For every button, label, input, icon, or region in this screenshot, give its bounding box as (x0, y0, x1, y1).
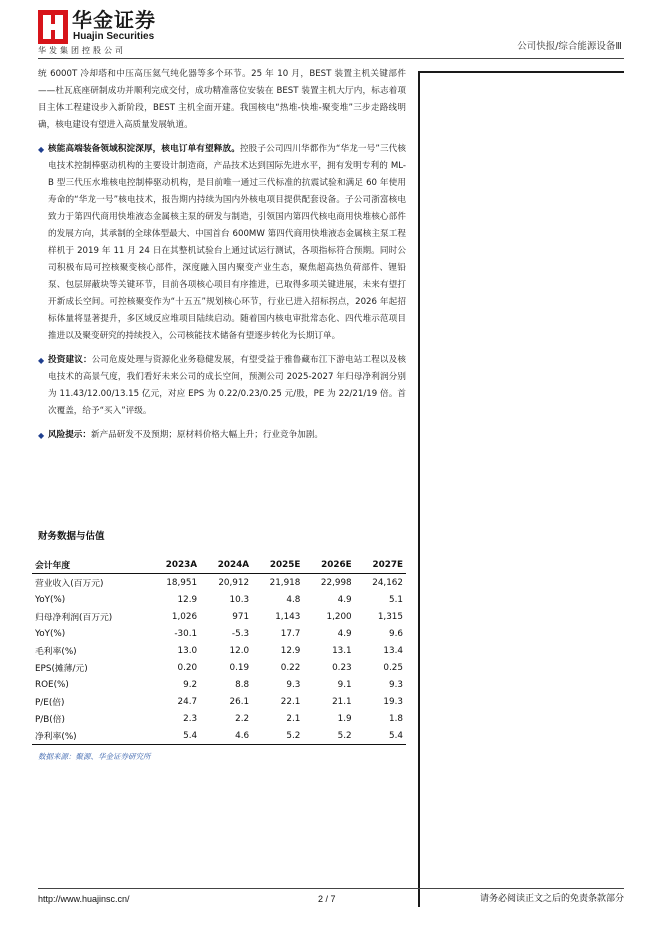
financials-table-body (32, 574, 406, 745)
header-divider (38, 58, 624, 59)
row-label: YoY(%) (35, 594, 66, 605)
table-row (32, 693, 406, 710)
row-label: YoY(%) (35, 628, 66, 639)
table-cell: 2.1 (286, 713, 301, 724)
table-cell: 0.23 (332, 662, 352, 673)
table-cell: 0.20 (177, 662, 198, 673)
table-cell: 971 (232, 611, 250, 622)
diamond-bullet-icon: ◆ (38, 145, 45, 154)
page-header (0, 0, 662, 62)
logo-text-cn: 华金证券 (72, 8, 156, 32)
row-label: 归母净利润(百万元) (35, 613, 113, 623)
table-cell: 24.7 (177, 696, 198, 707)
table-cell: 21.1 (332, 696, 352, 707)
page-number: 2 / 7 (318, 894, 336, 904)
table-cell: 5.4 (148, 727, 200, 745)
column-header: 2024A (200, 556, 252, 574)
table-cell: -30.1 (174, 628, 198, 639)
table-header-row (32, 556, 406, 574)
footer-disclaimer: 请务必阅读正文之后的免责条款部分 (479, 894, 624, 904)
column-header: 2025E (252, 556, 303, 574)
financials-table (32, 556, 406, 745)
table-cell: 22,998 (320, 577, 352, 588)
row-label: ROE(%) (35, 679, 69, 690)
table-cell: 12.9 (177, 594, 198, 605)
row-label: P/B(倍) (35, 715, 65, 725)
table-cell: 1,143 (275, 611, 301, 622)
huajin-logo-icon (38, 10, 68, 44)
table-cell: 1,315 (377, 611, 403, 622)
diamond-bullet-icon: ◆ (38, 431, 45, 440)
table-cell: 17.7 (280, 628, 301, 639)
table-cell: 1,200 (326, 611, 352, 622)
table-cell: 1.8 (389, 713, 403, 724)
table-row (32, 625, 406, 642)
row-label: 净利率(%) (32, 727, 148, 745)
row-label: 营业收入(百万元) (35, 579, 104, 589)
bullet-risk-text: 新产品研发不及预期；原材料价格大幅上升；行业竞争加剧。 (90, 430, 324, 440)
table-cell: 22.1 (280, 696, 301, 707)
table-row (32, 676, 406, 693)
footer-url-link[interactable]: http://www.huajinsc.cn/ (38, 894, 130, 904)
sidebar-top-rule (418, 71, 624, 73)
table-cell: 12.9 (280, 645, 301, 656)
financials-title: 财务数据与估值 (38, 531, 105, 542)
main-content (38, 66, 406, 444)
table-cell: 9.6 (389, 628, 403, 639)
table-row (32, 659, 406, 676)
bullet-nuclear (38, 141, 406, 345)
bullet-nuclear-text: 控股子公司四川华都作为“华龙一号”三代核电技术控制棒驱动机构的主要设计制造商，产品技术达到国际先进水平，拥有发明专利的 ML-B 型三代压水堆核电控制棒驱动机构，是目前唯一通过三代标准的抗震试验和满足 60 年使用寿命的“华龙一号”核电技术，报告期内持续为国内外核电项目提供配套设备。子公司浙富核电致力于第四代商用快堆液态金属核主泵的研发与制造，引领国内第四代核电商用快堆核心部件的发展方向，其承制的全球体型最大、中国首台 600MW 第四代商用快堆液态金属核主泵工程样机于 2019 年 11 月 24 日在其整机试验台上通过试运行测试，各项指标符合预期。同时公司积极布局可控核聚变核心部件，深度融入国内聚变产业生态，聚焦超高热负荷部件、锂铅泵、包层屏蔽块等关键环节，目前各项核心项目有序推进，已取得多项关键进展，未来有望打开新成长空间。可控核聚变作为“十五五”规划核心环节，行业已进入招标拐点，2026 年起招标体量将显著提升，多区域反应堆项目陆续启动。随着国内核电审批常态化、四代堆示范项目推进以及聚变研究的持续投入，公司核能技术储备有望逐步转化为长期订单。 (48, 144, 406, 341)
column-header: 2026E (303, 556, 354, 574)
table-cell: 9.3 (389, 679, 403, 690)
table-cell: 4.9 (337, 594, 352, 605)
table-cell: 5.2 (303, 727, 354, 745)
row-label: EPS(摊薄/元) (35, 664, 88, 674)
table-row (32, 727, 406, 745)
table-cell: 24,162 (372, 577, 403, 588)
table-cell: 10.3 (229, 594, 250, 605)
table-row (32, 574, 406, 592)
table-cell: 13.0 (177, 645, 198, 656)
table-cell: 5.2 (252, 727, 303, 745)
column-header: 2027E (355, 556, 406, 574)
table-cell: 4.8 (286, 594, 301, 605)
table-cell: -5.3 (231, 628, 250, 639)
diamond-bullet-icon: ◆ (38, 356, 45, 365)
bullet-risk-title: 风险提示： (48, 430, 91, 440)
table-row (32, 591, 406, 608)
logo-text-en: Huajin Securities (73, 31, 155, 42)
table-cell: 8.8 (235, 679, 250, 690)
footer-divider (38, 888, 624, 889)
bullet-risk (38, 427, 406, 444)
table-cell: 9.3 (286, 679, 301, 690)
table-cell: 13.4 (383, 645, 403, 656)
table-cell: 20,912 (218, 577, 250, 588)
table-cell: 19.3 (383, 696, 403, 707)
table-cell: 1,026 (171, 611, 198, 622)
table-cell: 0.25 (383, 662, 403, 673)
table-cell: 2.3 (183, 713, 198, 724)
table-row (32, 642, 406, 659)
table-cell: 9.1 (337, 679, 352, 690)
row-label: P/E(倍) (35, 698, 65, 708)
bullet-nuclear-title: 核能高端装备领域积淀深厚，核电订单有望释放。 (48, 144, 240, 154)
bullet-investment-text: 公司危废处理与资源化业务稳健发展，有望受益于雅鲁藏布江下游电站工程以及核电技术的高景气度，我们看好未来公司的成长空间，预测公司 2025-2027 年归母净利润分别为 11.43/12.00/13.15 亿元，对应 EPS 为 0.22/0.23/0.25 元/股，PE 为 22/21/19 倍。首次覆盖，给予“买入”评级。 (48, 355, 406, 416)
company-tagline: 华发集团控股公司 (38, 46, 126, 55)
table-cell: 0.19 (229, 662, 250, 673)
table-cell: 5.1 (389, 594, 403, 605)
table-row (32, 710, 406, 727)
column-header: 2023A (148, 556, 200, 574)
table-cell: 13.1 (332, 645, 352, 656)
table-cell: 12.0 (229, 645, 250, 656)
table-cell: 2.2 (235, 713, 250, 724)
table-cell: 0.22 (280, 662, 301, 673)
bullet-investment (38, 352, 406, 420)
row-label: 毛利率(%) (35, 647, 77, 657)
data-source-note: 数据来源：聚源、华金证券研究所 (38, 752, 151, 761)
table-cell: 21,918 (269, 577, 301, 588)
table-cell: 4.6 (200, 727, 252, 745)
table-cell: 18,951 (166, 577, 198, 588)
table-cell: 26.1 (229, 696, 250, 707)
bullet-investment-title: 投资建议： (48, 355, 92, 365)
column-header: 会计年度 (32, 556, 148, 574)
table-cell: 4.9 (337, 628, 352, 639)
table-cell: 9.2 (183, 679, 198, 690)
table-cell: 1.9 (337, 713, 352, 724)
table-cell: 5.4 (355, 727, 406, 745)
intro-paragraph: 统 6000T 冷却塔和中压高压氦气纯化器等多个环节。25 年 10 月，BEST 装置主机关键部件——杜瓦底座研制成功并顺利完成交付，成功精准落位安装在 BEST 装置主机大厅内，标志着项目主体工程建设步入新阶段，BEST 主机全面开建。我国核电“热堆-快堆-聚变堆”三步走路线明确，核电建设有望进入高质量发展轨道。 (38, 69, 406, 130)
table-row (32, 608, 406, 625)
sidebar-divider (418, 71, 420, 907)
report-type: 公司快报/综合能源设备Ⅲ (517, 41, 622, 52)
